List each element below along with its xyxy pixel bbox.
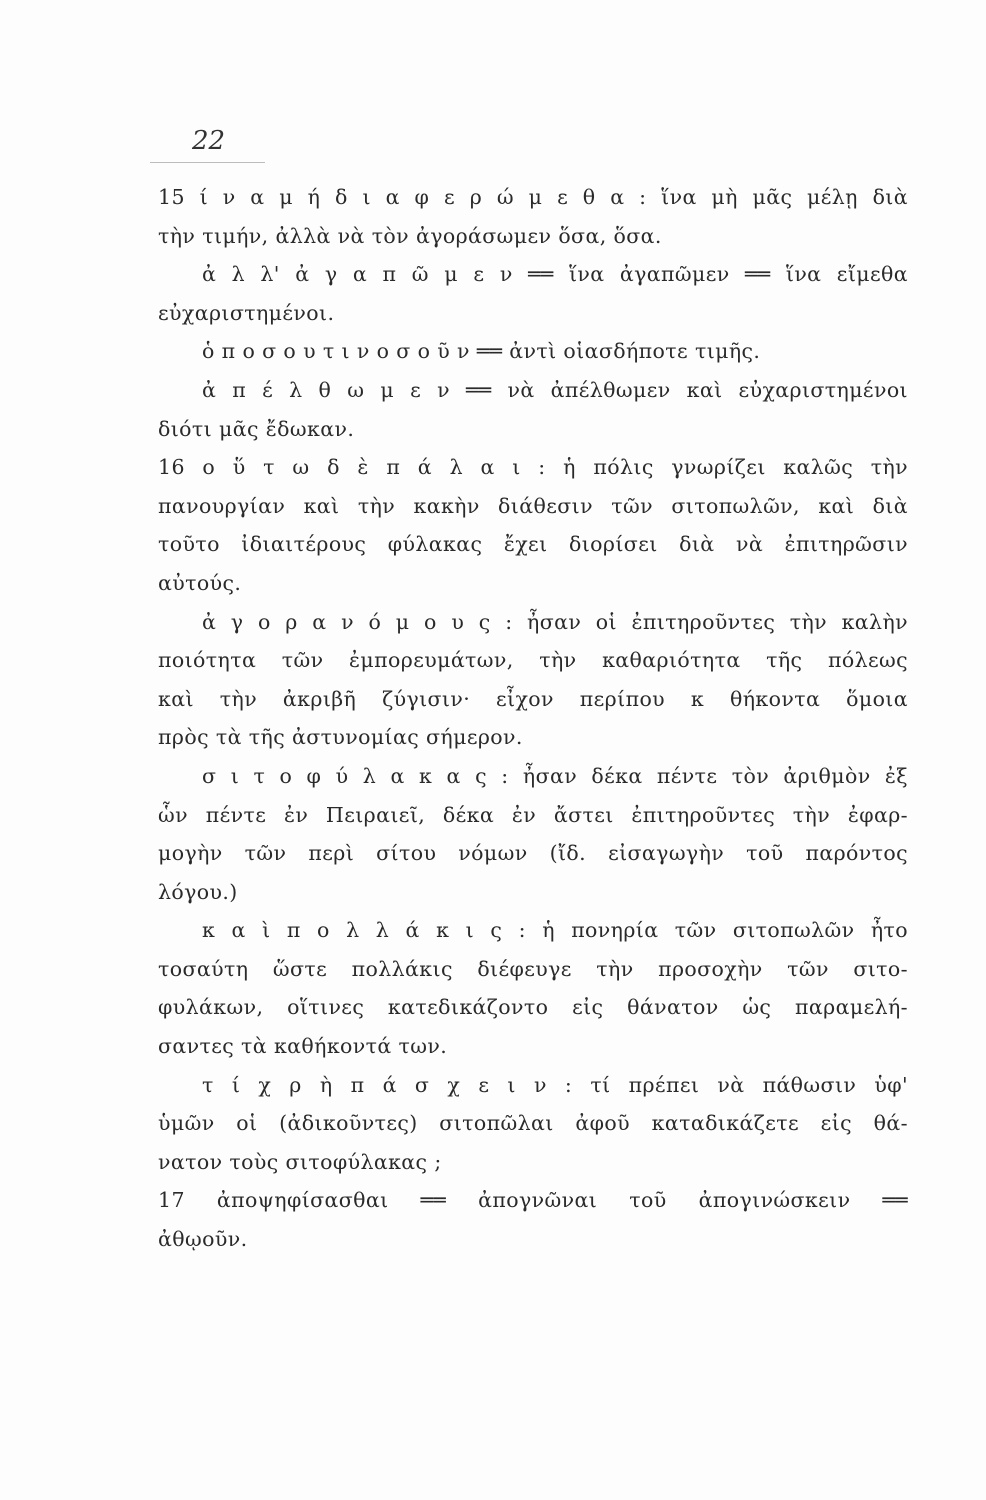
text-line: ἀ π έ λ θ ω μ ε ν ══ νὰ ἀπέλθωμεν καὶ εὐχαριστημένοι: [202, 377, 908, 402]
text-line: διότι μᾶς ἔδωκαν.: [158, 416, 355, 441]
text-line: σ ι τ ο φ ύ λ α κ α ς : ἦσαν δέκα πέντε τὸν ἀριθμὸν ἐξ: [202, 763, 908, 788]
text-line: αὐτούς.: [158, 570, 242, 595]
commentary-text: [158, 178, 908, 1259]
text-line: τ ί χ ρ ὴ π ά σ χ ε ι ν : τί πρέπει νὰ πάθωσιν ὑφ': [202, 1072, 908, 1097]
text-line: τοσαύτη ὥστε πολλάκις διέφευγε τὴν προσοχὴν τῶν σιτο-: [158, 956, 908, 981]
text-line: ποιότητα τῶν ἐμπορευμάτων, τὴν καθαριότητα τῆς πόλεως: [158, 648, 908, 673]
text-line: εὐχαριστημένοι.: [158, 300, 335, 325]
text-line: πανουργίαν καὶ τὴν κακὴν διάθεσιν τῶν σιτοπωλῶν, καὶ διὰ: [158, 493, 908, 518]
text-line: φυλάκων, οἵτινες κατεδικάζοντο εἰς θάνατον ὡς παραμελή-: [158, 995, 908, 1020]
text-line: ἀθῳοῦν.: [158, 1227, 248, 1252]
text-line: νατον τοὺς σιτοφύλακας ;: [158, 1149, 442, 1174]
text-line: ὧν πέντε ἐν Πειραιεῖ, δέκα ἐν ἄστει ἐπιτηροῦντες τὴν ἐφαρ-: [158, 802, 908, 827]
page-number: 22: [192, 126, 226, 156]
text-line: τὴν τιμήν, ἀλλὰ νὰ τὸν ἀγοράσωμεν ὅσα, ὅσα.: [158, 223, 662, 248]
text-line: λόγου.): [158, 879, 238, 904]
header-rule: [150, 162, 265, 163]
text-line: σαντες τὰ καθήκοντά των.: [158, 1034, 448, 1059]
text-line: ὑμῶν οἱ (ἀδικοῦντες) σιτοπῶλαι ἀφοῦ καταδικάζετε εἰς θά-: [158, 1111, 908, 1136]
text-line: ἀ λ λ' ἀ γ α π ῶ μ ε ν ══ ἵνα ἀγαπῶμεν ══ ἵνα εἴμεθα: [202, 262, 908, 287]
text-line: ὁ π ο σ ο υ τ ι ν ο σ ο ῦ ν ══ ἀντὶ οἱασδήποτε τιμῆς.: [202, 339, 761, 364]
text-line: 17 ἀποψηφίσασθαι ══ ἀπογνῶναι τοῦ ἀπογινώσκειν ══: [158, 1188, 908, 1213]
text-line: κ α ὶ π ο λ λ ά κ ι ς : ἡ πονηρία τῶν σιτοπωλῶν ἦτο: [202, 918, 908, 943]
text-line: ἀ γ ο ρ α ν ό μ ο υ ς : ἦσαν οἱ ἐπιτηροῦντες τὴν καλὴν: [202, 609, 908, 634]
text-line: πρὸς τὰ τῆς ἀστυνομίας σήμερον.: [158, 725, 523, 750]
text-line: καὶ τὴν ἀκριβῆ ζύγισιν· εἶχον περίπου κ θήκοντα ὅμοια: [158, 686, 908, 711]
text-line: 15 ί ν α μ ή δ ι α φ ε ρ ώ μ ε θ α : ἵνα μὴ μᾶς μέλῃ διὰ: [158, 185, 908, 209]
text-line: τοῦτο ἰδιαιτέρους φύλακας ἔχει διορίσει διὰ νὰ ἐπιτηρῶσιν: [158, 532, 908, 557]
text-line: 16 ο ὕ τ ω δ ὲ π ά λ α ι : ἡ πόλις γνωρίζει καλῶς τὴν: [158, 455, 908, 480]
text-line: μογὴν τῶν περὶ σίτου νόμων (ἴδ. εἰσαγωγὴν τοῦ παρόντος: [158, 841, 908, 866]
